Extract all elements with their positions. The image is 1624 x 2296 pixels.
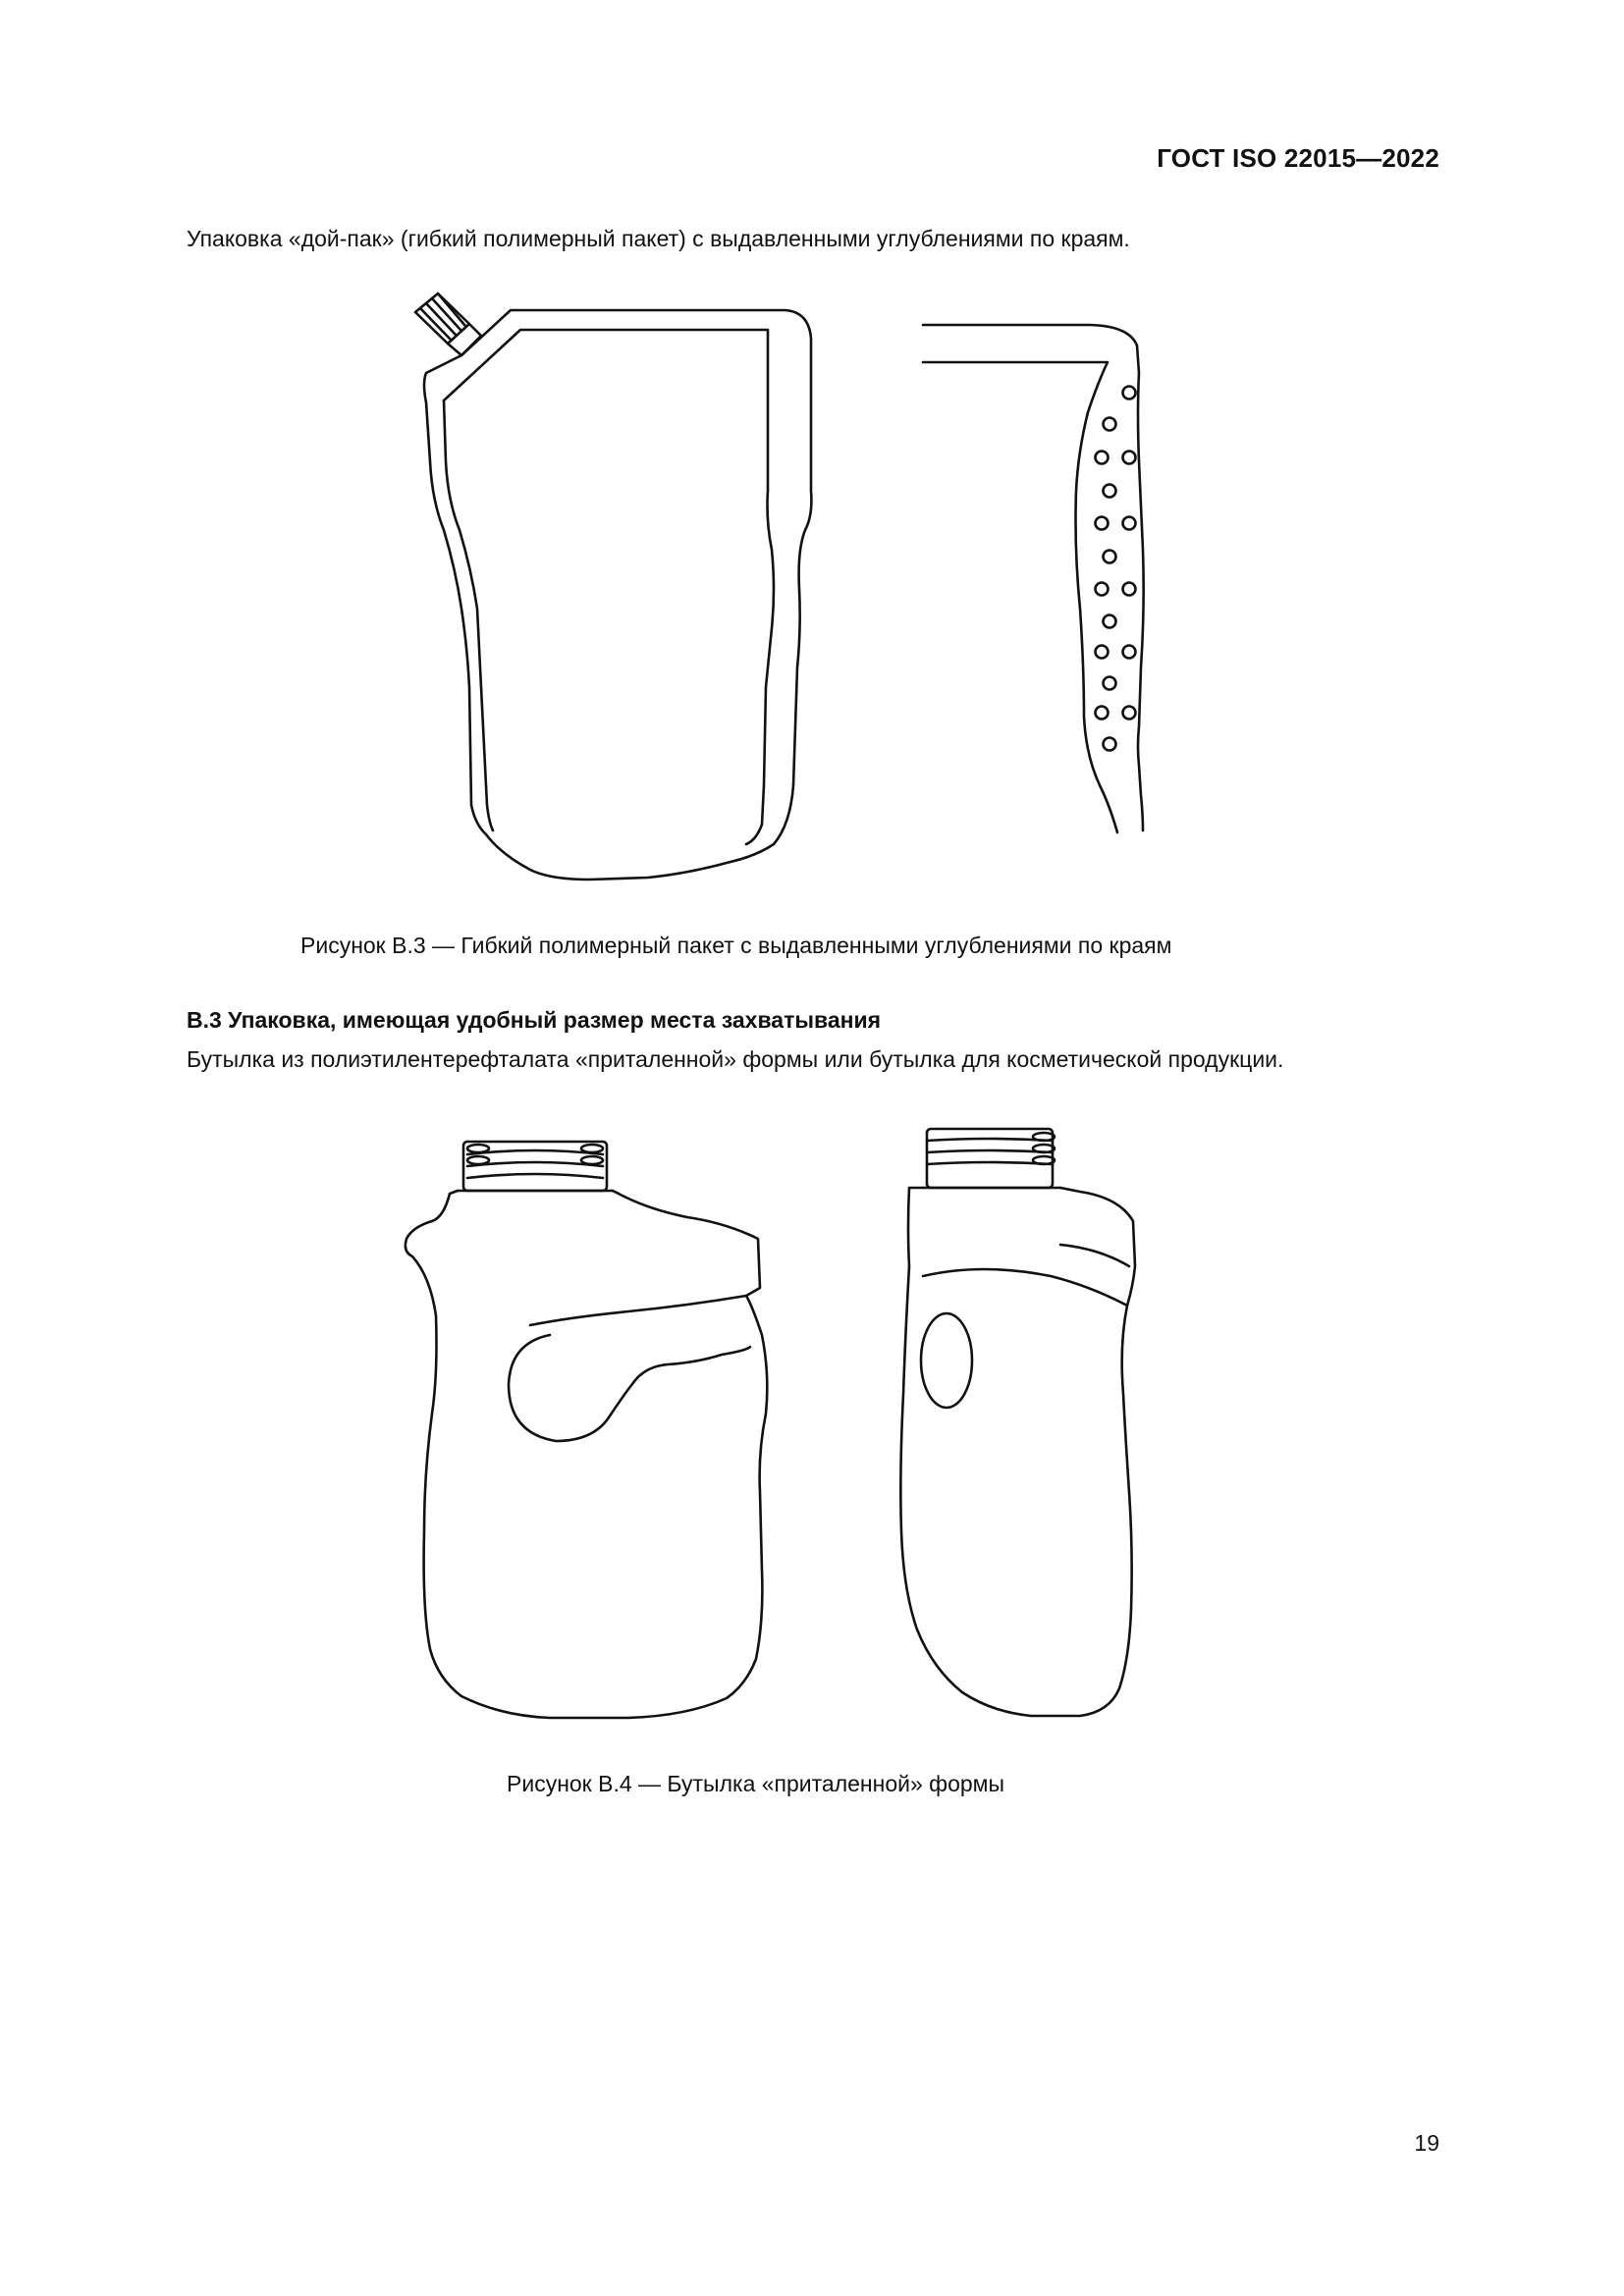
- bottle-front-view: [406, 1142, 767, 1718]
- bottle-neck-thread: [923, 1129, 1060, 1188]
- figure-b3-caption: Рисунок В.3 — Гибкий полимерный пакет с выдавленными углублениями по краям: [300, 933, 1172, 958]
- page-number: 19: [1414, 2130, 1439, 2156]
- figure-b4-caption: Рисунок В.4 — Бутылка «приталенной» формы: [507, 1771, 1004, 1796]
- section-paragraph: Бутылка из полиэтилентерефталата «приталенной» формы или бутылка для косметической продукции.: [187, 1046, 1284, 1072]
- section-title: В.3 Упаковка, имеющая удобный размер места захватывания: [187, 1007, 882, 1033]
- bottle-side-view: [900, 1129, 1135, 1716]
- bottle-side-grip: [921, 1313, 972, 1408]
- intro-paragraph: Упаковка «дой-пак» (гибкий полимерный пакет) с выдавленными углублениями по краям.: [187, 226, 1130, 251]
- bottle-side-outline: [900, 1188, 1135, 1716]
- standard-header: ГОСТ ISO 22015—2022: [1157, 143, 1439, 173]
- bottle-grip-cutout: [509, 1335, 750, 1441]
- bottle-front-outline: [406, 1191, 767, 1718]
- bottle-neck-thread: [458, 1142, 613, 1191]
